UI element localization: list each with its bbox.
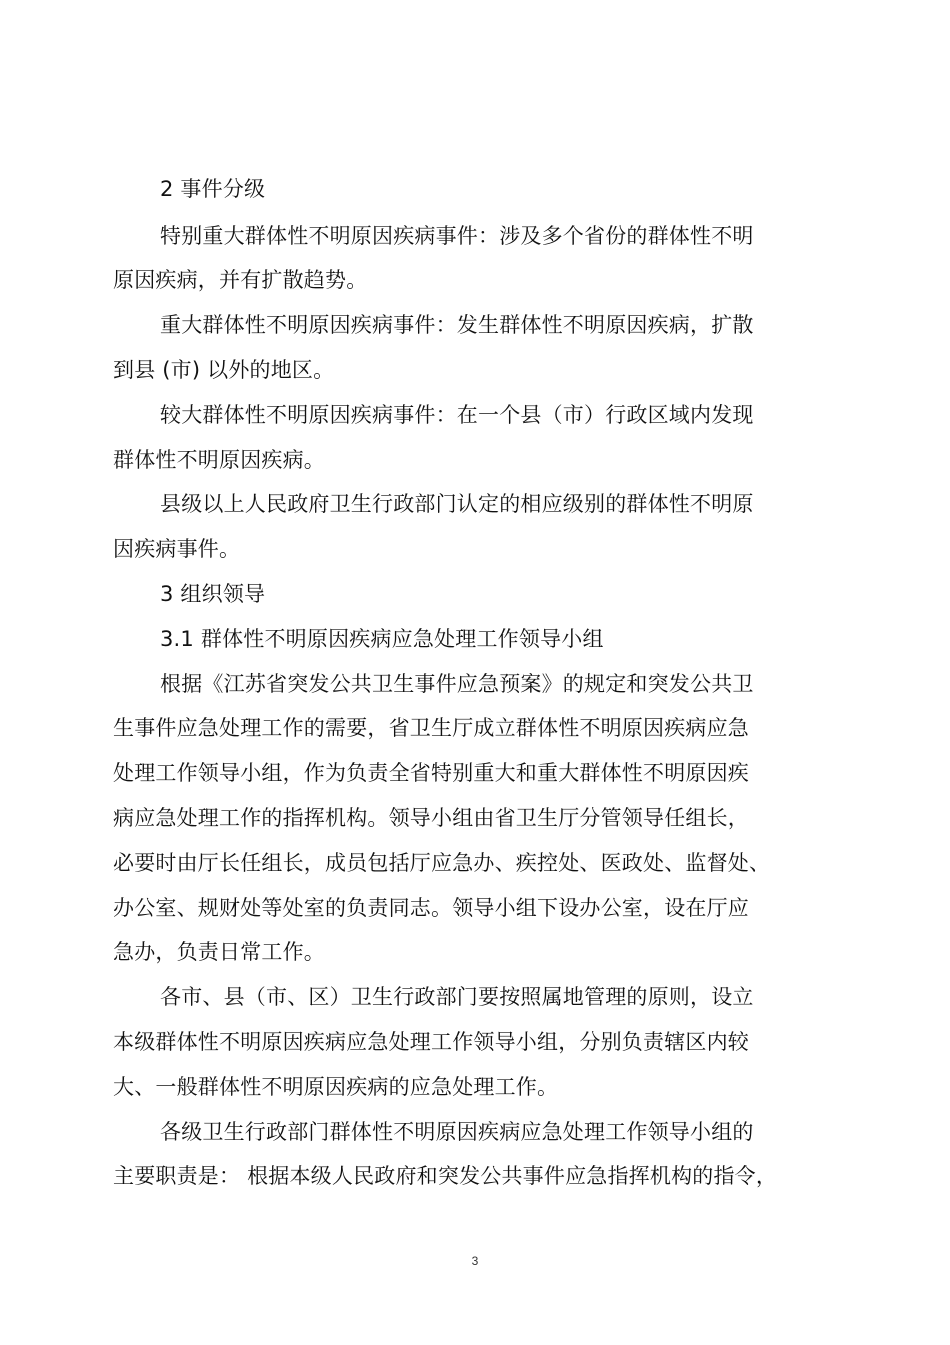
paragraph-line: 到县 (市) 以外的地区。	[113, 358, 335, 382]
paragraph-line: 必要时由厅长任组长，成员包括厅应急办、疾控处、医政处、监督处、	[113, 851, 771, 875]
paragraph-line: 病应急处理工作的指挥机构。领导小组由省卫生厅分管领导任组长，	[113, 806, 749, 830]
paragraph-line: 县级以上人民政府卫生行政部门认定的相应级别的群体性不明原	[160, 492, 754, 516]
paragraph-line: 群体性不明原因疾病。	[113, 448, 325, 472]
paragraph-line: 大、一般群体性不明原因疾病的应急处理工作。	[113, 1075, 559, 1099]
paragraph-line: 较大群体性不明原因疾病事件：在一个县（市）行政区域内发现	[160, 403, 754, 427]
paragraph-line: 急办，负责日常工作。	[113, 940, 325, 964]
paragraph-line: 办公室、规财处等处室的负责同志。领导小组下设办公室，设在厅应	[113, 896, 749, 920]
section-heading-3: 3 组织领导	[160, 582, 266, 606]
paragraph-line: 因疾病事件。	[113, 537, 241, 561]
paragraph-line: 本级群体性不明原因疾病应急处理工作领导小组，分别负责辖区内较	[113, 1030, 749, 1054]
paragraph-line: 重大群体性不明原因疾病事件：发生群体性不明原因疾病，扩散	[160, 313, 754, 337]
paragraph-line: 主要职责是： 根据本级人民政府和突发公共事件应急指挥机构的指令，	[113, 1164, 778, 1188]
paragraph-line: 生事件应急处理工作的需要，省卫生厅成立群体性不明原因疾病应急	[113, 716, 749, 740]
paragraph-line: 根据《江苏省突发公共卫生事件应急预案》的规定和突发公共卫	[160, 672, 754, 696]
paragraph-line: 处理工作领导小组，作为负责全省特别重大和重大群体性不明原因疾	[113, 761, 749, 785]
paragraph-line: 特别重大群体性不明原因疾病事件：涉及多个省份的群体性不明	[160, 224, 754, 248]
subsection-heading-3-1: 3.1 群体性不明原因疾病应急处理工作领导小组	[160, 627, 604, 651]
paragraph-line: 原因疾病，并有扩散趋势。	[113, 268, 368, 292]
paragraph-line: 各级卫生行政部门群体性不明原因疾病应急处理工作领导小组的	[160, 1120, 754, 1144]
page-number: 3	[471, 1254, 479, 1268]
section-heading-2: 2 事件分级	[160, 177, 266, 201]
paragraph-line: 各市、县（市、区）卫生行政部门要按照属地管理的原则，设立	[160, 985, 754, 1009]
